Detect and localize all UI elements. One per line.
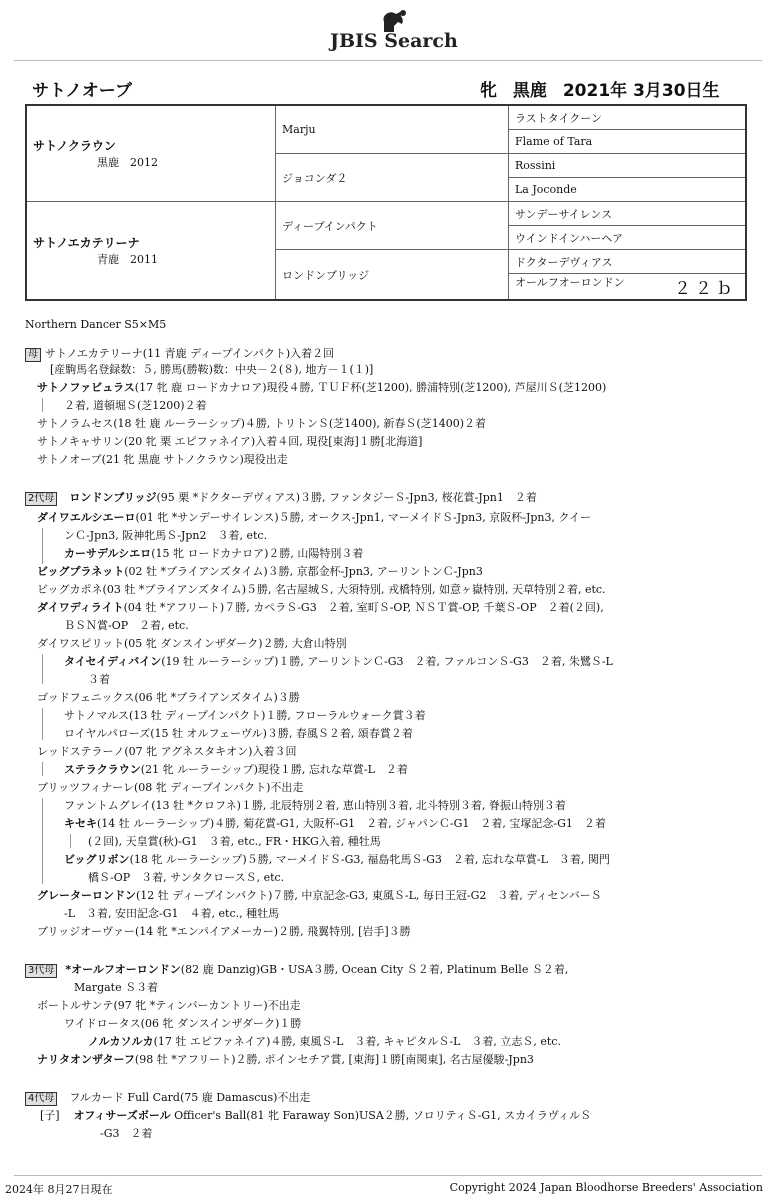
horse-sex: 牝 <box>480 81 497 101</box>
indent-bar <box>42 708 43 740</box>
offspring-line: ダイワスピリット(05 牝 ダンスインザダーク)２勝, 大倉山特別 <box>37 637 347 650</box>
offspring-line-cont: -G3 ２着 <box>100 1127 153 1140</box>
offspring-line: [子] オフィサーズボール Officer's Ball(81 牝 Faraway Son)USA２勝, ソロリティＳ-G1, スカイラヴィルＳ <box>40 1109 592 1122</box>
offspring-line: サトノファビュラス(17 牝 鹿 ロードカナロア)現役４勝, ＴＵＦ杯(芝1200), 勝浦特別(芝1200), 芦屋川Ｓ(芝1200) <box>37 381 607 394</box>
offspring-line-cont: 橋Ｓ-OP ３着, サンタクロースＳ, etc. <box>88 871 285 884</box>
dam-dam-dam[interactable]: オールフオーロンドン <box>515 276 625 289</box>
gen3-tag: 3代母 <box>25 964 57 978</box>
offspring-line: ファントムグレイ(13 牡 *クロフネ)１勝, 北辰特別２着, 恵山特別３着, 北斗特別３着, 脊振山特別３着 <box>64 799 566 812</box>
horse-color: 黒鹿 <box>512 81 547 101</box>
offspring-line: ボートルサンテ(97 牝 *ティンバーカントリー)不出走 <box>37 999 301 1012</box>
dam-dam-dam-cell <box>509 274 747 301</box>
offspring-line: ワイドロータス(06 牝 ダンスインザダーク)１勝 <box>64 1017 302 1030</box>
sire-dam-dam[interactable]: La Joconde <box>509 178 747 202</box>
indent-bar <box>70 834 71 848</box>
offspring-line: タイセイディバイン(19 牡 ルーラーシップ)１勝, アーリントンＣ-G3 ２着, ファルコンＳ-G3 ２着, 朱鷺Ｓ-L <box>64 655 613 668</box>
offspring-line: ビッグリボン(18 牝 ルーラーシップ)５勝, マーメイドＳ-G3, 福島牝馬Ｓ-G3 ２着, 忘れな草賞-L ３着, 関門 <box>64 853 610 866</box>
sire-sire[interactable]: Marju <box>276 105 509 154</box>
offspring-line-cont: ３着 <box>88 673 110 686</box>
indent-bar <box>42 398 43 412</box>
offspring-line: ダイワディライト(04 牡 *アフリート)７勝, カペラＳ-G3 ２着, 室町Ｓ-OP, ＮＳＴ賞-OP, 千葉Ｓ-OP ２着(２回), <box>37 601 604 614</box>
dam-dam-sire[interactable]: ドクターデヴィアス <box>509 250 747 274</box>
gen2-dam-line: 2代母 ロンドンブリッジ(95 栗 *ドクターデヴィアス)３勝, ファンタジーＳ-Jpn3, 桜花賞-Jpn1 ２着 <box>25 490 537 506</box>
dam-sire[interactable]: ディープインパクト <box>276 202 509 250</box>
dam-dam[interactable]: ロンドンブリッジ <box>276 250 509 301</box>
offspring-line: レッドステラーノ(07 牝 アグネスタキオン)入着３回 <box>37 745 297 758</box>
horse-name: サトノオーブ <box>32 81 132 101</box>
footer-date: 2024年 8月27日現在 <box>5 1183 113 1196</box>
offspring-line: ロイヤルパローズ(15 牡 オルフェーヴル)３勝, 春風Ｓ２着, 頌春賞２着 <box>64 727 413 740</box>
dam-detail: 青鹿 2011 <box>97 253 158 266</box>
sire-name[interactable]: サトノクラウン <box>33 139 116 153</box>
gen4-tag: 4代母 <box>25 1092 57 1106</box>
offspring-line: カーサデルシエロ(15 牝 ロードカナロア)２勝, 山陽特別３着 <box>64 547 364 560</box>
offspring-line: ビッグカポネ(03 牡 *ブライアンズタイム)５勝, 名古屋城Ｓ, 大須特別, 戎橋特別, 如意ヶ嶽特別, 天草特別２着, etc. <box>37 583 606 596</box>
sire-cell <box>26 105 276 202</box>
horse-title <box>32 76 752 102</box>
offspring-line-cont: -L ３着, 安田記念-G1 ４着, etc., 種牡馬 <box>64 907 280 920</box>
sire-dam-sire[interactable]: Rossini <box>509 154 747 178</box>
dam-cell <box>26 202 276 301</box>
jbis-logo[interactable] <box>318 8 463 58</box>
offspring-line-cont: (２回), 天皇賞(秋)-G1 ３着, etc., FR・HKG入着, 種牡馬 <box>88 835 381 848</box>
offspring-line: ノルカソルカ(17 牡 エピファネイア)４勝, 東風Ｓ-L ３着, キャピタルＳ-L ３着, 立志Ｓ, etc. <box>88 1035 561 1048</box>
offspring-line: ゴッドフェニックス(06 牝 *ブライアンズタイム)３勝 <box>37 691 300 704</box>
dam-sire-dam[interactable]: ウインドインハーヘア <box>509 226 747 250</box>
logo-jbis: JBIS <box>330 30 378 52</box>
footer-copyright: Copyright 2024 Japan Bloodhorse Breeders' Association <box>449 1181 763 1194</box>
gen1-tag: 母 <box>25 348 41 362</box>
header-divider <box>14 60 762 61</box>
offspring-line: ビッグプラネット(02 牡 *ブライアンズタイム)３勝, 京都金杯-Jpn3, アーリントンＣ-Jpn3 <box>37 565 483 578</box>
offspring-line: キセキ(14 牡 ルーラーシップ)４勝, 菊花賞-G1, 大阪杯-G1 ２着, ジャパンＣ-G1 ２着, 宝塚記念-G1 ２着 <box>64 817 606 830</box>
offspring-line: サトノキャサリン(20 牝 栗 エピファネイア)入着４回, 現役[東海]１勝[北海道] <box>37 435 423 448</box>
gen3-dam-line: 3代母 *オールフオーロンドン(82 鹿 Danzig)GB・USA３勝, Ocean City Ｓ２着, Platinum Belle Ｓ２着, <box>25 962 568 978</box>
gen3-line-cont: Margate Ｓ３着 <box>74 981 159 994</box>
offspring-line: ブリッジオーヴァー(14 牝 *エンパイアメーカー)２勝, 飛翼特別, [岩手]３勝 <box>37 925 411 938</box>
offspring-line: サトノラムセス(18 牡 鹿 ルーラーシップ)４勝, トリトンＳ(芝1400), 新春Ｓ(芝1400)２着 <box>37 417 486 430</box>
gen4-dam-line: 4代母 フルカード Full Card(75 鹿 Damascus)不出走 <box>25 1090 310 1106</box>
indent-bar <box>42 528 43 564</box>
offspring-line: グレーターロンドン(12 牡 ディープインパクト)７勝, 中京記念-G3, 東風Ｓ-L, 毎日王冠-G2 ３着, ディセンバーＳ <box>37 889 602 902</box>
horse-info <box>480 76 730 101</box>
family-number: ２２ｂ <box>674 279 737 299</box>
offspring-line: ステラクラウン(21 牝 ルーラーシップ)現役１勝, 忘れな草賞-L ２着 <box>64 763 408 776</box>
indent-bar <box>42 762 43 776</box>
dam-produce-summary: [産駒馬名登録数：５, 勝馬(勝鞍)数：中央－２(８), 地方－１(１)] <box>50 363 374 376</box>
offspring-line: ブリッツフィナーレ(08 牝 ディープインパクト)不出走 <box>37 781 304 794</box>
sire-sire-sire[interactable]: ラストタイクーン <box>509 105 747 130</box>
sire-dam[interactable]: ジョコンダ２ <box>276 154 509 202</box>
offspring-line: ダイワエルシエーロ(01 牝 *サンデーサイレンス)５勝, オークス-Jpn1, マーメイドＳ-Jpn3, 京阪杯-Jpn3, クイー <box>37 511 591 524</box>
offspring-line: サトノオーブ(21 牝 黒鹿 サトノクラウン)現役出走 <box>37 453 288 466</box>
indent-bar <box>42 654 43 684</box>
inbreeding-note: Northern Dancer S5×M5 <box>25 318 167 331</box>
logo-search: Search <box>384 30 458 52</box>
sire-detail: 黒鹿 2012 <box>97 156 158 169</box>
gen2-tag: 2代母 <box>25 492 57 506</box>
indent-bar <box>42 798 43 884</box>
dam-sire-sire[interactable]: サンデーサイレンス <box>509 202 747 226</box>
dam-name[interactable]: サトノエカテリーナ <box>33 236 140 250</box>
footer-divider <box>14 1175 762 1176</box>
offspring-line: ナリタオンザターフ(98 牡 *アフリート)２勝, ポインセチア賞, [東海]１勝[南関東], 名古屋優駿-Jpn3 <box>37 1053 534 1066</box>
gen1-dam-line: 母 サトノエカテリーナ(11 青鹿 ディープインパクト)入着２回 <box>25 346 334 362</box>
sire-sire-dam[interactable]: Flame of Tara <box>509 130 747 154</box>
offspring-line-cont: ＢＳＮ賞-OP ２着, etc. <box>64 619 189 632</box>
offspring-line-cont: ２着, 道頓堀Ｓ(芝1200)２着 <box>64 399 207 412</box>
offspring-line: サトノマルス(13 牡 ディープインパクト)１勝, フローラルウォーク賞３着 <box>64 709 426 722</box>
offspring-line-cont: ンＣ-Jpn3, 阪神牝馬Ｓ-Jpn2 ３着, etc. <box>64 529 268 542</box>
pedigree-table <box>25 104 747 301</box>
horse-birth: 2021年 3月30日生 <box>562 81 720 101</box>
